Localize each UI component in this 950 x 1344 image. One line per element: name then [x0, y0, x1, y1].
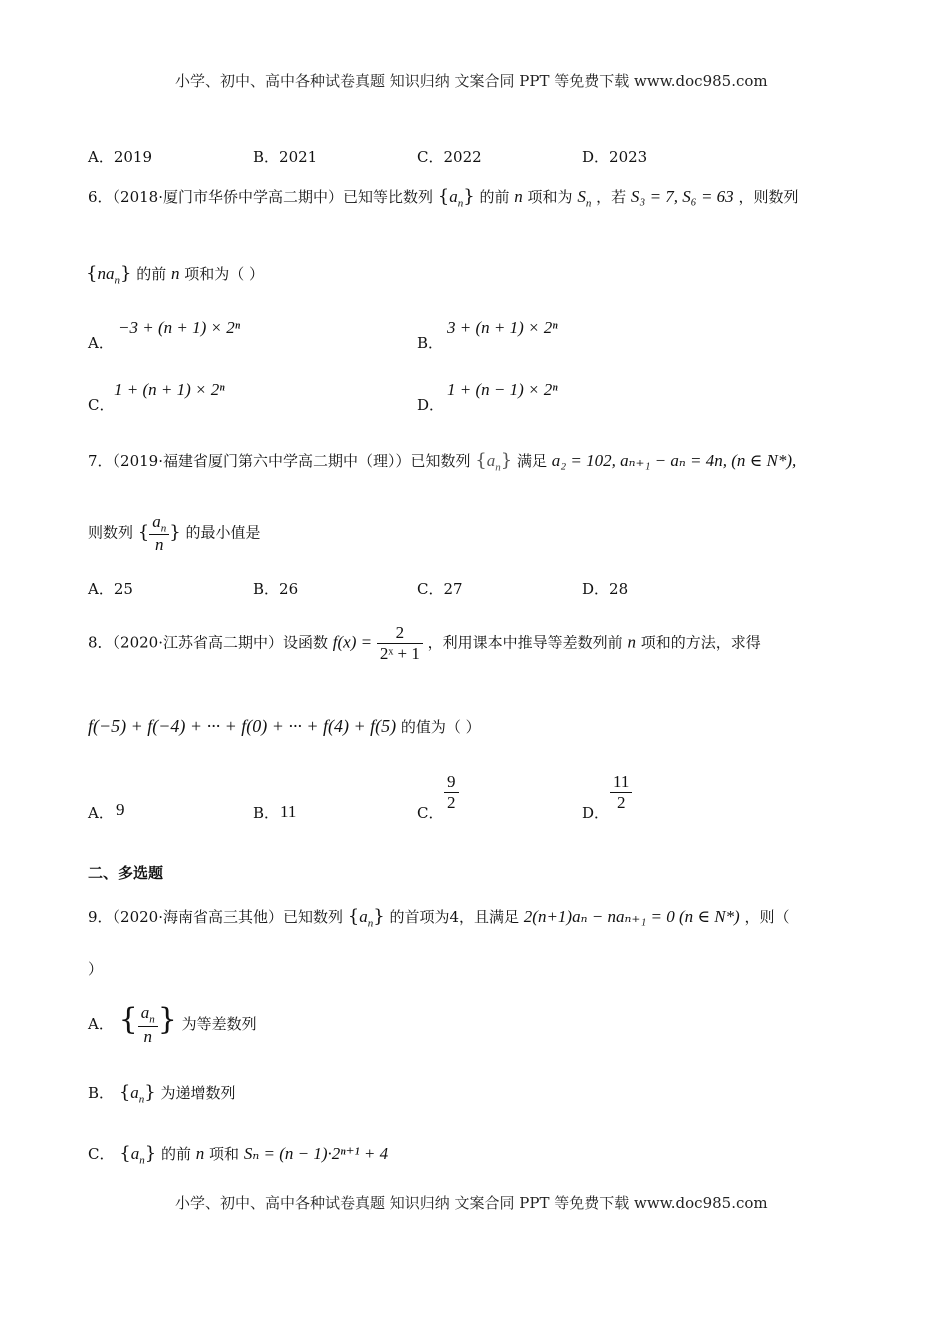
q8-line2-tail: 的值为（ ） — [400, 718, 481, 736]
q8-option-b-label: B． — [253, 804, 280, 822]
q9-option-b-label: B． — [88, 1084, 115, 1102]
q8-option-b-value: 11 — [280, 802, 297, 821]
q5-option-b: B．2021 — [253, 148, 318, 166]
q7-line2-text-1: 则数列 — [88, 523, 134, 542]
section-title: 二、多选题 — [88, 864, 164, 882]
q6-line2-text-1: 的前 — [136, 265, 167, 283]
q9-option-a-text: 为等差数列 — [181, 1015, 257, 1033]
q6-option-d-label: D． — [417, 396, 445, 414]
q6-option-c-label: C． — [88, 396, 115, 414]
q6-option-b-math: 3 + (n + 1) × 2ⁿ — [447, 318, 558, 337]
q8-option-a-value: 9 — [116, 800, 125, 819]
q9-option-c-text-1: 的前 — [160, 1145, 191, 1163]
q6-option-a-label: A． — [88, 334, 114, 352]
q8-option-d-denominator: 2 — [610, 792, 632, 813]
q6-option-a-math: −3 + (n + 1) × 2ⁿ — [118, 318, 241, 337]
q8-stem-line2 — [88, 716, 481, 737]
page-footer: 小学、初中、高中各种试卷真题 知识归纳 文案合同 PPT 等免费下载 www.doc985.com — [175, 1194, 768, 1212]
q6-stem-text-4: ，若 — [596, 188, 627, 206]
q7-option-a: A．25 — [88, 580, 133, 598]
q6-stem-text-1: 6．（2018·厦门市华侨中学高二期中）已知等比数列 — [88, 188, 433, 206]
q8-stem-text-2: ，利用课本中推导等差数列前 — [427, 633, 623, 652]
q7-stem — [88, 450, 796, 473]
q9-option-c — [88, 1143, 388, 1166]
q6-var-n: n — [514, 187, 523, 206]
q9-option-c-var-n: n — [195, 1144, 205, 1163]
q8-sum-expression: f(−5) + f(−4) + ··· + f(0) + ··· + f(4) + f(5) — [88, 716, 397, 736]
q7-stem-text-2: 满足 — [516, 452, 547, 470]
q9-sequence-an: $\{a_n\}$ — [347, 906, 385, 930]
q9-option-c-sequence: $\{a_n\}$ — [119, 1143, 157, 1167]
q6-line2-text-2: 项和为（ ） — [184, 265, 265, 283]
q9-option-a-math: { $\frac{a_n}{n}$ } — [118, 1002, 177, 1046]
q9-stem-text-1: 9．（2020·海南省高三其他）已知数列 — [88, 908, 343, 926]
q8-option-d-numerator: 11 — [613, 772, 630, 791]
q8-function-denominator: 2ˣ + 1 — [377, 643, 423, 664]
q5-option-d: D．2023 — [582, 148, 648, 166]
q6-stem-text-3: 项和为 — [527, 188, 573, 206]
q6-sequence-an: $\{a_n\}$ — [437, 186, 475, 210]
q8-option-d-label: D． — [582, 804, 610, 822]
q6-option-c-math: 1 + (n + 1) × 2ⁿ — [114, 380, 225, 399]
q8-var-n: n — [627, 632, 636, 652]
q8-option-c-numerator: 9 — [447, 772, 456, 791]
q9-option-c-label: C． — [88, 1145, 115, 1163]
q6-option-b-label: B． — [417, 334, 444, 352]
q7-condition: a₂ = 102, aₙ₊₁ − aₙ = 4n, (n ∈ N*), — [551, 451, 797, 470]
q9-stem-line2: ） — [88, 960, 104, 978]
q8-function-numerator: 2 — [395, 623, 405, 642]
q8-stem-text-1: 8．（2020·江苏省高二期中）设函数 — [88, 633, 328, 652]
q9-stem — [88, 906, 790, 929]
q7-line2-text-2: 的最小值是 — [185, 523, 261, 542]
q6-var-n2: n — [170, 264, 180, 283]
q9-option-b — [88, 1082, 236, 1105]
page-header: 小学、初中、高中各种试卷真题 知识归纳 文案合同 PPT 等免费下载 www.doc985.com — [175, 72, 768, 90]
q5-option-a: A．2019 — [88, 148, 153, 166]
q7-stem-text-1: 7．（2019·福建省厦门第六中学高二期中（理））已知数列 — [88, 452, 471, 470]
q9-option-a-label: A． — [88, 1015, 114, 1033]
q6-option-d-math: 1 + (n − 1) × 2ⁿ — [447, 380, 558, 399]
q9-option-b-math: $\{a_n\}$ — [118, 1082, 156, 1106]
q8-option-c-fraction — [444, 772, 459, 813]
q6-var-sn: $S_n$ — [577, 187, 592, 210]
q8-option-c-denominator: 2 — [444, 792, 459, 813]
q9-stem-text-2: 的首项为4，且满足 — [389, 908, 520, 926]
q6-condition: S₃ = 7, S₆ = 63 — [630, 187, 734, 206]
q6-stem-text-2: 的前 — [479, 188, 510, 206]
q8-function-fraction — [377, 623, 423, 664]
q8-option-c-label: C． — [417, 804, 444, 822]
q9-option-b-text: 为递增数列 — [160, 1084, 236, 1102]
q9-condition: 2(n+1)aₙ − naₙ₊₁ = 0 (n ∈ N*) — [523, 907, 740, 926]
q7-option-c: C．27 — [417, 580, 463, 598]
q7-option-b: B．26 — [253, 580, 299, 598]
q8-stem-text-3: 项和的方法，求得 — [640, 633, 761, 652]
q7-option-d: D．28 — [582, 580, 629, 598]
q8-option-d-fraction — [610, 772, 632, 813]
q5-option-c: C．2022 — [417, 148, 482, 166]
q7-stem-line2 — [88, 512, 261, 555]
q7-frac-an-over-n: { $\frac{a_n}{n}$ } — [137, 512, 181, 555]
q9-stem-text-3: ，则（ — [744, 908, 790, 926]
q7-sequence-an: $\{a_n\}$ — [475, 450, 513, 474]
q6-stem-text-5: ，则数列 — [738, 188, 799, 206]
q6-stem-line2 — [86, 263, 264, 286]
q9-option-a — [88, 1002, 257, 1047]
q9-option-c-math: Sₙ = (n − 1)·2ⁿ⁺¹ + 4 — [243, 1144, 389, 1163]
q6-sequence-nan: $\{na_n\}$ — [86, 263, 132, 287]
q8-function-lhs: f(x) = — [332, 632, 373, 652]
q8-stem — [88, 623, 761, 664]
q8-option-a-label: A． — [88, 804, 114, 822]
q9-option-c-text-2: 项和 — [209, 1145, 240, 1163]
q6-stem — [88, 186, 798, 209]
